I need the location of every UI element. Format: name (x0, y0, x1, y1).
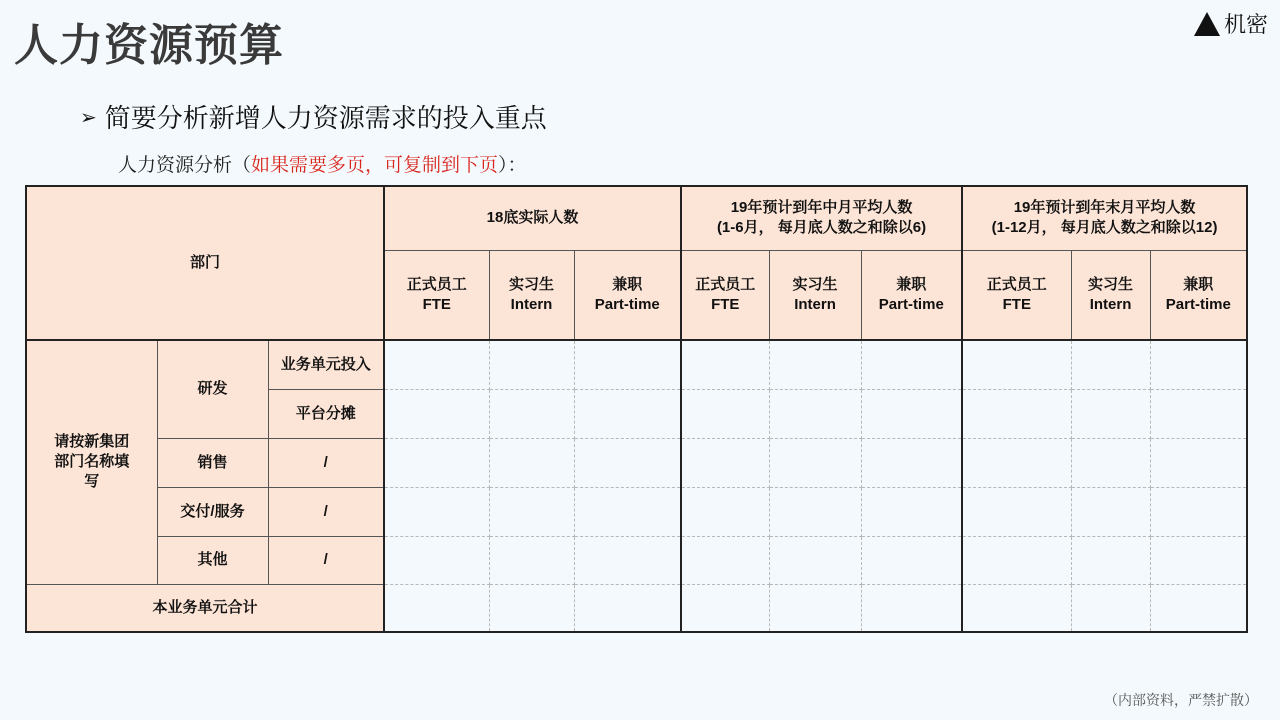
data-cell[interactable] (1150, 389, 1247, 438)
data-cell[interactable] (1071, 584, 1150, 632)
table-row (26, 487, 1247, 536)
data-cell[interactable] (769, 487, 861, 536)
subtitle-highlight: 如果需要多页，可复制到下页 (251, 154, 499, 176)
data-cell[interactable] (1071, 536, 1150, 584)
data-cell[interactable] (681, 584, 769, 632)
data-cell[interactable] (1150, 584, 1247, 632)
bullet-text: 简要分析新增人力资源需求的投入重点 (104, 104, 547, 134)
confidential-mark (1194, 8, 1268, 39)
data-cell[interactable] (769, 438, 861, 487)
row-rd-platform: 平台分摊 (268, 389, 384, 438)
dept-label: 请按新集团部门名称填写 (26, 340, 157, 584)
group2-line2: (1-6月， 每月底人数之和除以6) (716, 219, 927, 237)
table-row (26, 340, 1247, 389)
data-cell[interactable] (1071, 438, 1150, 487)
data-cell[interactable] (962, 584, 1071, 632)
data-cell[interactable] (384, 340, 489, 389)
data-cell[interactable] (489, 536, 574, 584)
data-cell[interactable] (384, 487, 489, 536)
triangle-icon (1194, 12, 1220, 36)
row-rd-bu: 业务单元投入 (268, 340, 384, 389)
data-cell[interactable] (489, 438, 574, 487)
subcol-intern: 实习生 Intern (489, 250, 574, 340)
data-cell[interactable] (861, 340, 962, 389)
subtitle (118, 150, 527, 177)
data-cell[interactable] (489, 584, 574, 632)
group3-line1: 19年预计到年末月平均人数 (1013, 199, 1196, 217)
data-cell[interactable] (861, 438, 962, 487)
data-cell[interactable] (1071, 487, 1150, 536)
data-cell[interactable] (1071, 389, 1150, 438)
group-header-19-midyear (681, 186, 962, 250)
hr-analysis-table (25, 185, 1248, 633)
data-cell[interactable] (574, 487, 681, 536)
data-cell[interactable] (861, 487, 962, 536)
data-cell[interactable] (489, 487, 574, 536)
data-cell[interactable] (769, 536, 861, 584)
bullet-point (80, 98, 547, 135)
data-cell[interactable] (574, 389, 681, 438)
row-other: 其他 (157, 536, 268, 584)
data-cell[interactable] (962, 536, 1071, 584)
table-row (26, 438, 1247, 487)
data-cell[interactable] (1150, 438, 1247, 487)
data-cell[interactable] (574, 536, 681, 584)
dept-header: 部门 (26, 186, 384, 340)
row-total: 本业务单元合计 (26, 584, 384, 632)
subcol-fte: 正式员工 FTE (681, 250, 769, 340)
data-cell[interactable] (384, 438, 489, 487)
confidential-label: 机密 (1223, 13, 1268, 38)
footer-note: （内部资料，严禁扩散） (1104, 693, 1258, 709)
group-header-19-yearend (962, 186, 1247, 250)
data-cell[interactable] (681, 487, 769, 536)
row-slash: / (268, 438, 384, 487)
group3-line2: (1-12月， 每月底人数之和除以12) (991, 219, 1218, 237)
data-cell[interactable] (1150, 340, 1247, 389)
page-title: 人力资源预算 (14, 20, 284, 71)
subcol-fte: 正式员工 FTE (384, 250, 489, 340)
data-cell[interactable] (769, 340, 861, 389)
data-cell[interactable] (769, 389, 861, 438)
row-rd: 研发 (157, 340, 268, 438)
data-cell[interactable] (861, 584, 962, 632)
subcol-intern: 实习生 Intern (769, 250, 861, 340)
row-sales: 销售 (157, 438, 268, 487)
row-slash: / (268, 536, 384, 584)
data-cell[interactable] (962, 438, 1071, 487)
table-row (26, 584, 1247, 632)
data-cell[interactable] (962, 389, 1071, 438)
data-cell[interactable] (384, 584, 489, 632)
data-cell[interactable] (962, 487, 1071, 536)
data-cell[interactable] (861, 536, 962, 584)
data-cell[interactable] (681, 389, 769, 438)
data-cell[interactable] (1071, 340, 1150, 389)
row-slash: / (268, 487, 384, 536)
data-cell[interactable] (962, 340, 1071, 389)
data-cell[interactable] (861, 389, 962, 438)
data-cell[interactable] (1150, 536, 1247, 584)
data-cell[interactable] (574, 584, 681, 632)
data-cell[interactable] (384, 389, 489, 438)
data-cell[interactable] (489, 389, 574, 438)
data-cell[interactable] (574, 340, 681, 389)
data-cell[interactable] (384, 536, 489, 584)
arrow-bullet-icon: ➢ (80, 104, 97, 129)
data-cell[interactable] (1150, 487, 1247, 536)
data-cell[interactable] (681, 438, 769, 487)
subcol-parttime: 兼职 Part-time (861, 250, 962, 340)
data-cell[interactable] (489, 340, 574, 389)
subcol-parttime: 兼职 Part-time (574, 250, 681, 340)
subcol-fte: 正式员工 FTE (962, 250, 1071, 340)
data-cell[interactable] (769, 584, 861, 632)
subtitle-prefix: 人力资源分析（ (118, 154, 252, 176)
subtitle-suffix: ）： (498, 154, 527, 176)
group2-line1: 19年预计到年中月平均人数 (730, 199, 913, 217)
subcol-intern: 实习生 Intern (1071, 250, 1150, 340)
subcol-parttime: 兼职 Part-time (1150, 250, 1247, 340)
table-row (26, 536, 1247, 584)
data-cell[interactable] (681, 536, 769, 584)
data-cell[interactable] (681, 340, 769, 389)
data-cell[interactable] (574, 438, 681, 487)
group-header-18-actual: 18底实际人数 (384, 186, 681, 250)
row-delivery: 交付/服务 (157, 487, 268, 536)
